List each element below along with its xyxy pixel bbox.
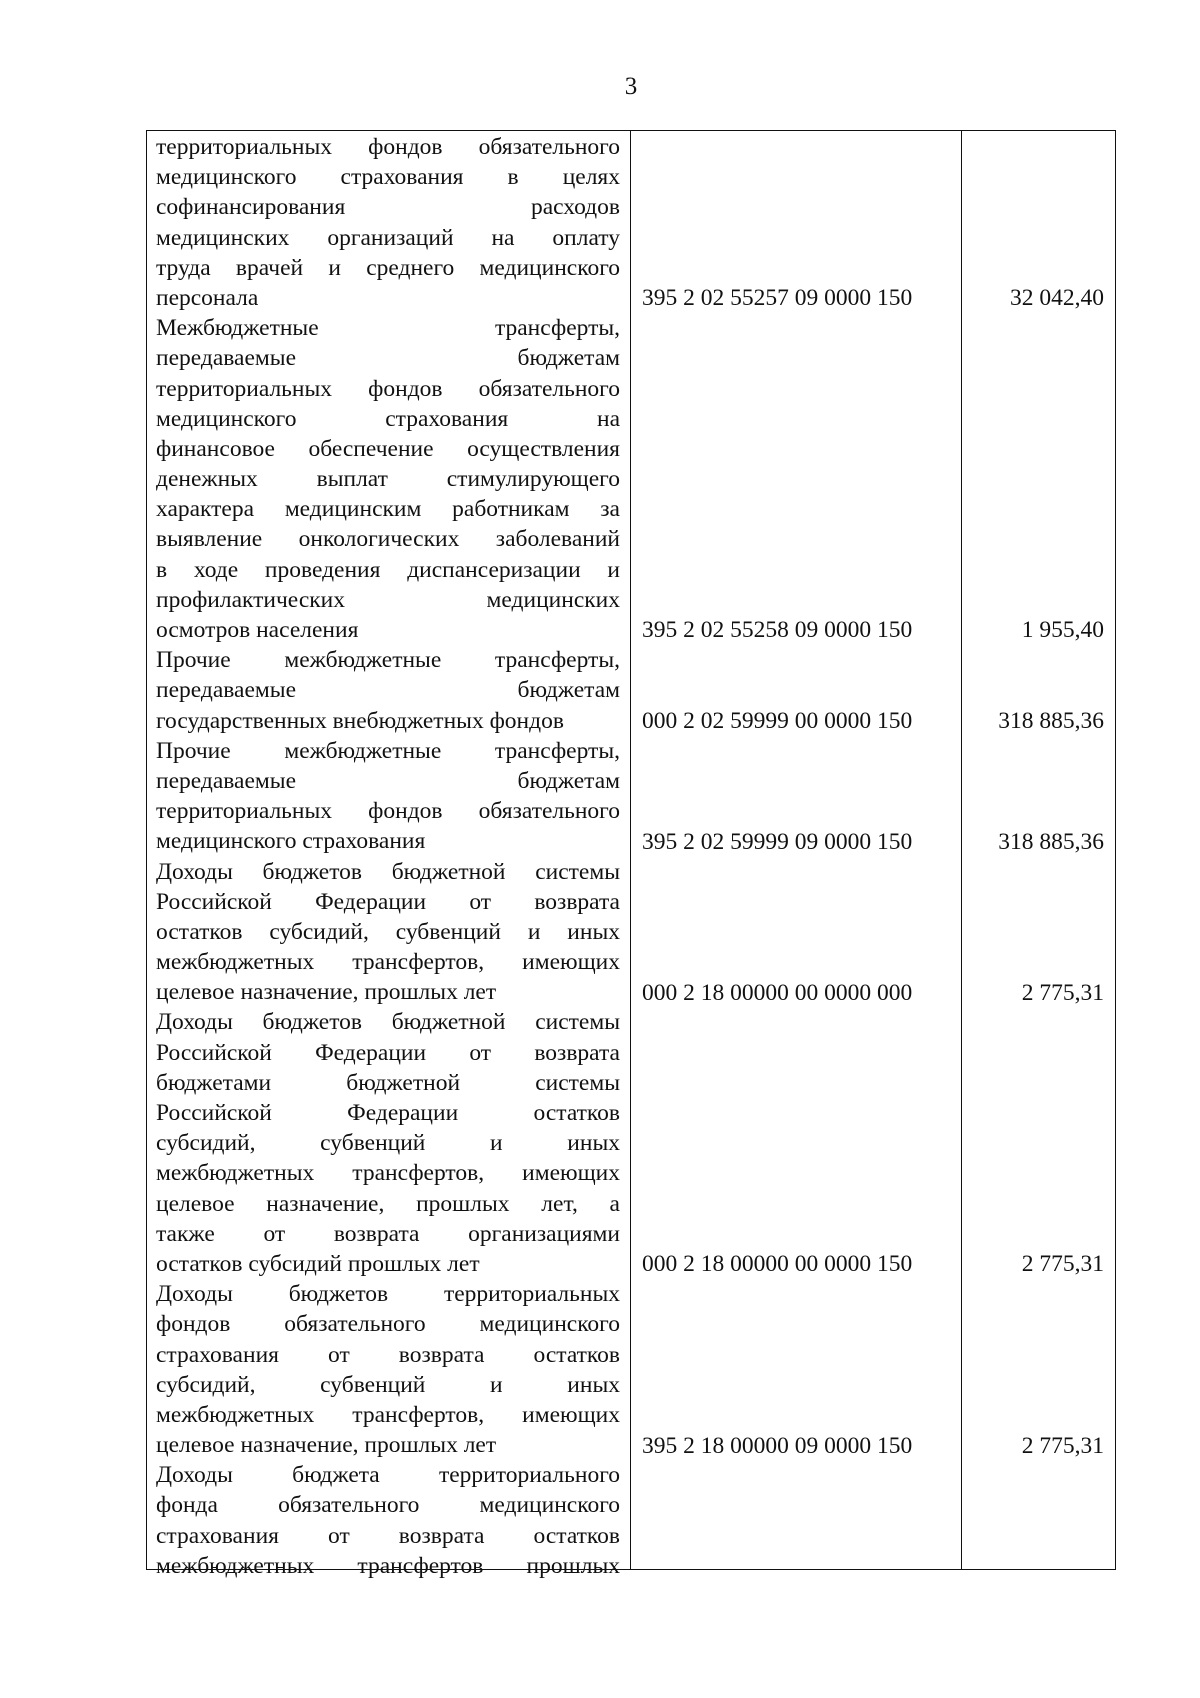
- description-line: субсидий, субвенций и иных: [156, 1371, 620, 1398]
- budget-code: 000 2 18 00000 00 0000 150: [642, 1251, 913, 1278]
- description-line: остатков субсидий прошлых лет: [156, 1250, 480, 1277]
- description-line: в ходе проведения диспансеризации и: [156, 556, 620, 583]
- budget-code: 395 2 02 55257 09 0000 150: [642, 285, 913, 311]
- description-line: медицинских организаций на оплату: [156, 224, 620, 251]
- amount: 1 955,40: [1021, 617, 1104, 644]
- description-line: Прочие межбюджетные трансферты,: [156, 647, 620, 674]
- description-line: Российской Федерации от возврата: [156, 888, 620, 915]
- description-line: территориальных фондов обязательного: [156, 134, 620, 160]
- amount: 2 775,31: [1021, 1432, 1104, 1459]
- amount: 318 885,36: [998, 828, 1104, 855]
- description-line: денежных выплат стимулирующего: [156, 466, 620, 493]
- description-line: межбюджетных трансфертов прошлых: [156, 1552, 620, 1579]
- description-line: персонала: [156, 284, 259, 311]
- description-line: территориальных фондов обязательного: [156, 798, 620, 825]
- description-line: Прочие межбюджетные трансферты,: [156, 737, 620, 764]
- description-line: выявление онкологических заболеваний: [156, 526, 620, 553]
- description-line: фондов обязательного медицинского: [156, 1311, 620, 1338]
- description-line: профилактических медицинских: [156, 586, 620, 613]
- amount: 2 775,31: [1021, 1251, 1104, 1278]
- amount: 318 885,36: [998, 707, 1104, 734]
- description-line: государственных внебюджетных фондов: [156, 707, 564, 734]
- description-line: целевое назначение, прошлых лет: [156, 1432, 497, 1459]
- description-line: передаваемые бюджетам: [156, 767, 620, 794]
- description-line: межбюджетных трансфертов, имеющих: [156, 1160, 620, 1187]
- description-line: Доходы бюджетов бюджетной системы: [156, 858, 620, 885]
- description-line: межбюджетных трансфертов, имеющих: [156, 949, 620, 976]
- description-line: субсидий, субвенций и иных: [156, 1130, 620, 1157]
- description-line: медицинского страхования в целях: [156, 164, 620, 191]
- description-line: фонда обязательного медицинского: [156, 1492, 620, 1519]
- description-line: страхования от возврата остатков: [156, 1341, 620, 1368]
- amount: 32 042,40: [1010, 285, 1104, 311]
- description-column: [156, 132, 620, 1581]
- description-line: Межбюджетные трансферты,: [156, 315, 620, 342]
- description-line: территориальных фондов обязательного: [156, 375, 620, 402]
- description-line: софинансирования расходов: [156, 194, 620, 221]
- description-line: целевое назначение, прошлых лет, а: [156, 1190, 620, 1217]
- description-line: Российской Федерации от возврата: [156, 1039, 620, 1066]
- description-line: остатков субсидий, субвенций и иных: [156, 918, 620, 945]
- description-line: медицинского страхования: [156, 828, 426, 855]
- description-line: передаваемые бюджетам: [156, 345, 620, 372]
- description-line: медицинского страхования на: [156, 405, 620, 432]
- column-divider-amount: [961, 130, 962, 1570]
- description-line: также от возврата организациями: [156, 1220, 620, 1247]
- budget-code: 395 2 02 55258 09 0000 150: [642, 617, 913, 644]
- page-number: 3: [624, 73, 638, 100]
- budget-code: 000 2 02 59999 00 0000 150: [642, 707, 913, 734]
- description-line: финансовое обеспечение осуществления: [156, 435, 620, 462]
- description-line: целевое назначение, прошлых лет: [156, 979, 497, 1006]
- description-line: Российской Федерации остатков: [156, 1100, 620, 1126]
- budget-code: 395 2 02 59999 09 0000 150: [642, 828, 913, 855]
- amount: 2 775,31: [1021, 979, 1104, 1006]
- description-line: передаваемые бюджетам: [156, 677, 620, 704]
- description-line: Доходы бюджета территориального: [156, 1462, 620, 1489]
- budget-code: 000 2 18 00000 00 0000 000: [642, 979, 913, 1006]
- description-line: страхования от возврата остатков: [156, 1522, 620, 1549]
- description-line: труда врачей и среднего медицинского: [156, 254, 620, 281]
- budget-code: 395 2 18 00000 09 0000 150: [642, 1432, 913, 1459]
- description-line: бюджетами бюджетной системы: [156, 1069, 620, 1096]
- description-line: Доходы бюджетов бюджетной системы: [156, 1009, 620, 1036]
- description-line: осмотров населения: [156, 617, 359, 643]
- description-line: межбюджетных трансфертов, имеющих: [156, 1401, 620, 1428]
- description-line: Доходы бюджетов территориальных: [156, 1281, 620, 1308]
- description-line: характера медицинским работникам за: [156, 496, 620, 523]
- column-divider-code: [630, 130, 631, 1570]
